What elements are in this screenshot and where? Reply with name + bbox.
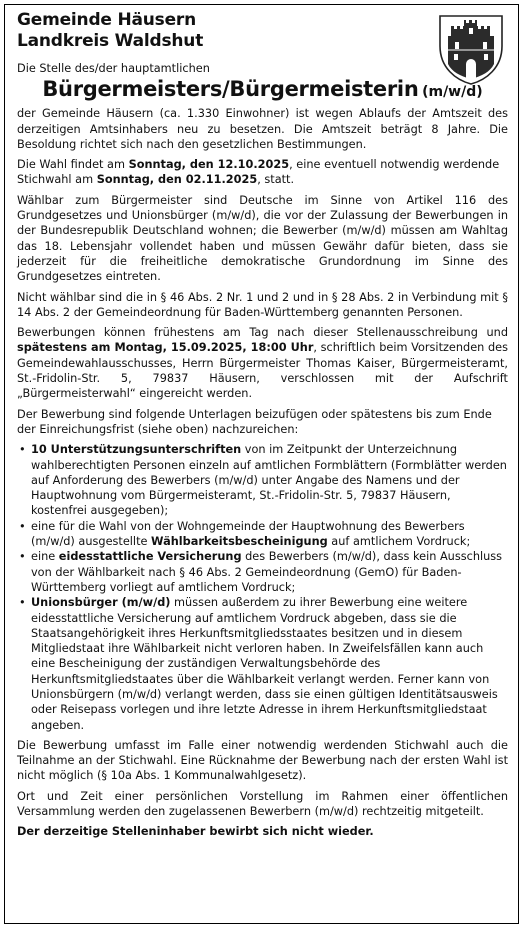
item-text-post: müssen außerdem zu ihrer Bewerbung eine weitere eidesstattliche Versicherung auf amtlichem Vordruck abgeben, dass sie die Staatsangehörigkeit ihres Herkunftsmitgliedsstaates besitzen und in diesem Mitgliedstaat ihre Wählbarkeit nicht verloren haben. In Zweifelsfällen kann auch eine Bescheinigung der zuständigen Verwaltungsbehörde des Herkunftsmitgliedstaates über die Wählbarkeit verlangt werden. Ferner kann von Unionsbürgern (m/w/d) verlangt werden, dass sie einen gültigen Identitätsausweis oder Reisepass vorlegen und ihre letzte Adresse in ihrem Herkunftsmitgliedstaat angeben. [31, 596, 498, 732]
applications-text-2: , schriftlich beim Vorsitzenden des Gemeindewahlausschusses, Herrn Bürgermeister Thomas Kaiser, Bürgermeisteramt, St.-Fridolin-Str. 5, 79837 Häusern, verschlossen mit der Aufschrift „Bürgermeisterwahl“ eingereicht werden. [17, 341, 508, 401]
title-suffix: (m/w/d) [422, 84, 483, 100]
intro-paragraph: der Gemeinde Häusern (ca. 1.330 Einwohner) ist wegen Ablaufs der Amtszeit des derzeitigen Amtsinhabers neu zu besetzen. Die Amtszeit beträgt 8 Jahre. Die Besoldung richtet sich nach den gesetzlichen Bestimmungen. [17, 107, 508, 151]
bullet-icon: • [19, 519, 26, 533]
bullet-icon: • [19, 443, 26, 457]
presentation-paragraph: Ort und Zeit einer persönlichen Vorstellung im Rahmen einer öffentlichen Versammlung werden den zugelassenen Bewerbern (m/w/d) rechtzeitig mitgeteilt. [17, 789, 508, 819]
election-text-2: , eine eventuell notwendig werdende Stichwahl am [17, 158, 500, 187]
pre-title: Die Stelle des/der hauptamtlichen [17, 62, 210, 75]
eligibility-paragraph: Wählbar zum Bürgermeister sind Deutsche im Sinne von Artikel 116 des Grundgesetzes und Unionsbürger (m/w/d), die vor der Zulassung der Bewerbungen in der Bundesrepublik Deutschland wohnen; die Bewerber (m/w/d) müssen am Wahltag das 18. Lebensjahr vollendet haben und müssen Gewähr dafür bieten, dass sie jederzeit für die freiheitliche demokratische Grundordnung im Sinne des Grundgesetzes eintreten. [17, 193, 508, 284]
district-name: Landkreis Waldshut [17, 31, 204, 51]
position-title [17, 77, 508, 101]
list-item [17, 442, 508, 518]
list-item [17, 549, 508, 595]
final-note: Der derzeitige Stelleninhaber bewirbt sich nicht wieder. [17, 825, 374, 839]
bullet-icon: • [19, 550, 26, 564]
municipality-name: Gemeinde Häusern [17, 10, 197, 30]
title-text: Bürgermeisters/Bürgermeisterin [42, 77, 419, 101]
item-text-bold: 10 Unterstützungsunterschriften [31, 443, 242, 457]
non-eligibility-paragraph: Nicht wählbar sind die in § 46 Abs. 2 Nr. 1 und 2 und in § 28 Abs. 2 in Verbindung mit § 14 Abs. 2 der Gemeindeordnung für Baden-Württemberg genannten Personen. [17, 290, 508, 319]
item-text-pre: eine für die Wahl von der Wohngemeinde der Hauptwohnung des Bewerbers (m/w/d) ausgestellte [31, 519, 465, 549]
item-text-post: des Bewerbers (m/w/d), dass kein Ausschluss von der Wählbarkeit nach § 46 Abs. 2 Gemeindeordnung (GemO) für Baden-Württemberg vorliegt auf amtlichem Vordruck; [31, 550, 503, 594]
election-paragraph [17, 157, 508, 188]
list-item [17, 519, 508, 550]
coat-of-arms-icon [436, 12, 506, 86]
election-text-1: Die Wahl findet am [17, 158, 129, 172]
election-text-3: , statt. [257, 173, 295, 187]
application-deadline: spätestens am Montag, 15.09.2025, 18:00 Uhr [17, 341, 314, 355]
scope-paragraph: Die Bewerbung umfasst im Falle einer notwendig werdenden Stichwahl auch die Teilnahme an der Stichwahl. Eine Rücknahme der Bewerbung nach der ersten Wahl ist nicht möglich (§ 10a Abs. 1 Kommunalwahlgesetz). [17, 738, 508, 783]
documents-intro: Der Bewerbung sind folgende Unterlagen beizufügen oder spätestens bis zum Ende der Einreichungsfrist (siehe oben) nachzureichen: [17, 407, 492, 436]
list-item [17, 595, 508, 733]
applications-paragraph [17, 325, 508, 401]
item-text-post: auf amtlichem Vordruck; [327, 535, 471, 549]
election-date: Sonntag, den 12.10.2025 [128, 158, 290, 172]
documents-list [17, 442, 508, 733]
runoff-date: Sonntag, den 02.11.2025 [96, 173, 258, 187]
job-advertisement [4, 4, 519, 924]
bullet-icon: • [19, 596, 26, 610]
header [17, 10, 508, 80]
item-text-post: von im Zeitpunkt der Unterzeichnung wahlberechtigten Personen einzeln auf amtlichen Formblättern (Formblätter werden auf Anforderung des Bewerbers (m/w/d) unter Angabe des Namens und der Hauptwohnung vom Bürgermeisteramt, St.-Fridolin-Str. 5, 79837 Häusern, kostenfrei ausgegeben); [31, 443, 507, 518]
item-text-bold: Unionsbürger (m/w/d) [31, 596, 171, 610]
item-text-pre: eine [31, 550, 59, 564]
item-text-bold: Wählbarkeitsbescheinigung [151, 535, 328, 549]
applications-text-1: Bewerbungen können frühestens am Tag nach dieser Stellenausschreibung und [17, 326, 508, 340]
item-text-bold: eidesstattliche Versicherung [58, 550, 242, 564]
